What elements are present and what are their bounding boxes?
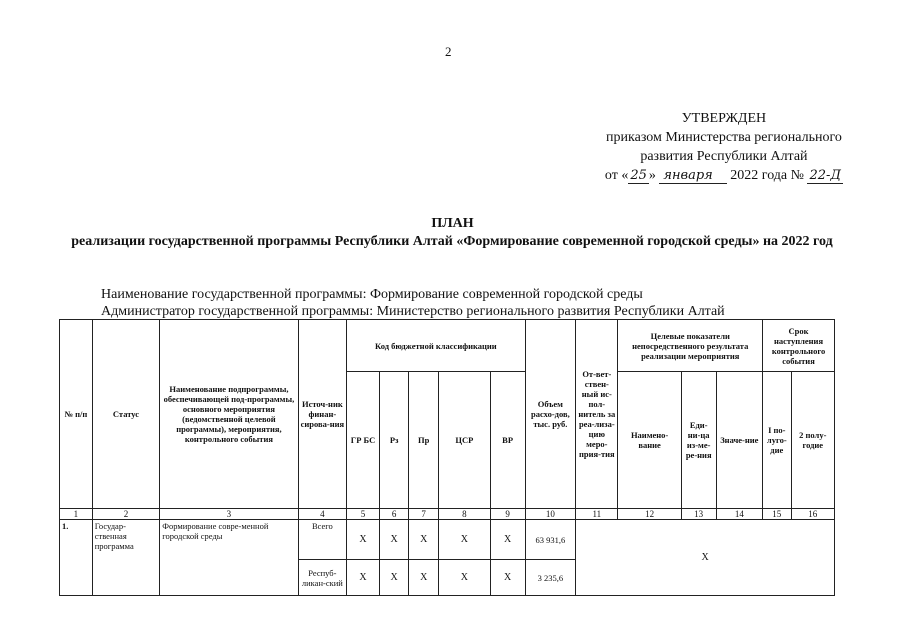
header-grbs: ГР БС (347, 372, 380, 509)
date-prefix: от « (604, 168, 629, 183)
approval-date-line (605, 166, 843, 185)
program-info (101, 286, 725, 320)
date-sep: » (648, 168, 656, 183)
header-rz: Рз (379, 372, 409, 509)
column-number: 1 (60, 509, 93, 520)
program-admin: Администратор государственной программы: Министерство регионального развития Республики Алтай (101, 304, 725, 319)
approval-order-line: приказом Министерства регионального (606, 130, 842, 145)
row-source: Респуб-ликан-ский (298, 560, 347, 596)
column-number: 12 (618, 509, 681, 520)
column-number: 7 (409, 509, 439, 520)
row-csr: Х (438, 520, 490, 560)
header-vr: ВР (490, 372, 525, 509)
column-number: 2 (92, 509, 160, 520)
row-rz: Х (379, 520, 409, 560)
column-number: 3 (160, 509, 298, 520)
column-number: 11 (576, 509, 618, 520)
column-number: 4 (298, 509, 347, 520)
header-deadline: Срок наступления контрольного события (763, 320, 835, 372)
column-number: 10 (525, 509, 576, 520)
date-month: января (659, 168, 726, 184)
column-number: 9 (490, 509, 525, 520)
header-budget-code: Код бюджетной классификации (347, 320, 525, 372)
column-number: 13 (681, 509, 716, 520)
row-name: Формирование совре-менной городской среды (160, 520, 298, 596)
approval-heading: УТВЕРЖДЕН (681, 111, 767, 126)
header-half2: 2 полу-годие (791, 372, 834, 509)
header-target-unit: Еди-ни-ца из-ме-ре-ния (681, 372, 716, 509)
header-amount: Объем расхо-дов, тыс. руб. (525, 320, 576, 509)
header-responsible: От-вет-ствен-ный ис-пол-нитель за реа-лиза-цию меро-прия-тия (576, 320, 618, 509)
header-target-name: Наимено-вание (618, 372, 681, 509)
plan-table (59, 319, 835, 596)
row-rz: Х (379, 560, 409, 596)
row-csr: Х (438, 560, 490, 596)
column-number: 15 (763, 509, 792, 520)
header-pr: Пр (409, 372, 439, 509)
row-amount: 63 931,6 (525, 520, 576, 560)
row-status: Государ-ственная программа (92, 520, 160, 596)
header-half1: I по-луго-дие (763, 372, 792, 509)
header-name: Наименование подпрограммы, обеспечивающей под-программы, основного мероприятия (ведомственной целевой программы), мероприятия, контрольного события (160, 320, 298, 509)
row-vr: Х (490, 520, 525, 560)
header-csr: ЦСР (438, 372, 490, 509)
header-source: Источ-ник финан-сирова-ния (298, 320, 347, 509)
column-number: 5 (347, 509, 380, 520)
row-source: Всего (298, 520, 347, 560)
header-targets: Целевые показатели непосредственного результата реализации мероприятия (618, 320, 763, 372)
column-number: 16 (791, 509, 834, 520)
column-number: 8 (438, 509, 490, 520)
header-status: Статус (92, 320, 160, 509)
column-number: 14 (716, 509, 762, 520)
row-vr: Х (490, 560, 525, 596)
column-number: 6 (379, 509, 409, 520)
row-grbs: Х (347, 520, 380, 560)
column-numbers-row (60, 509, 835, 520)
date-day: 25 (630, 168, 647, 183)
plan-title: ПЛАН (431, 216, 474, 231)
row-pr: Х (409, 560, 439, 596)
page-number: 2 (445, 44, 452, 59)
table-row (60, 520, 835, 560)
approval-ministry-line: развития Республики Алтай (640, 149, 808, 164)
row-amount: 3 235,6 (525, 560, 576, 596)
row-num: 1. (60, 520, 93, 596)
header-target-value: Значе-ние (716, 372, 762, 509)
header-num: № п/п (60, 320, 93, 509)
program-name: Наименование государственной программы: Формирование современной городской среды (101, 287, 643, 302)
date-year: 2022 года № (730, 168, 804, 183)
order-number: 22-Д (809, 168, 841, 183)
row-pr: Х (409, 520, 439, 560)
approval-block (605, 109, 843, 185)
row-grbs: Х (347, 560, 380, 596)
plan-subtitle: реализации государственной программы Республики Алтай «Формирование современной городской среды» на 2022 год (71, 234, 833, 249)
merged-x-cell: Х (576, 520, 835, 596)
